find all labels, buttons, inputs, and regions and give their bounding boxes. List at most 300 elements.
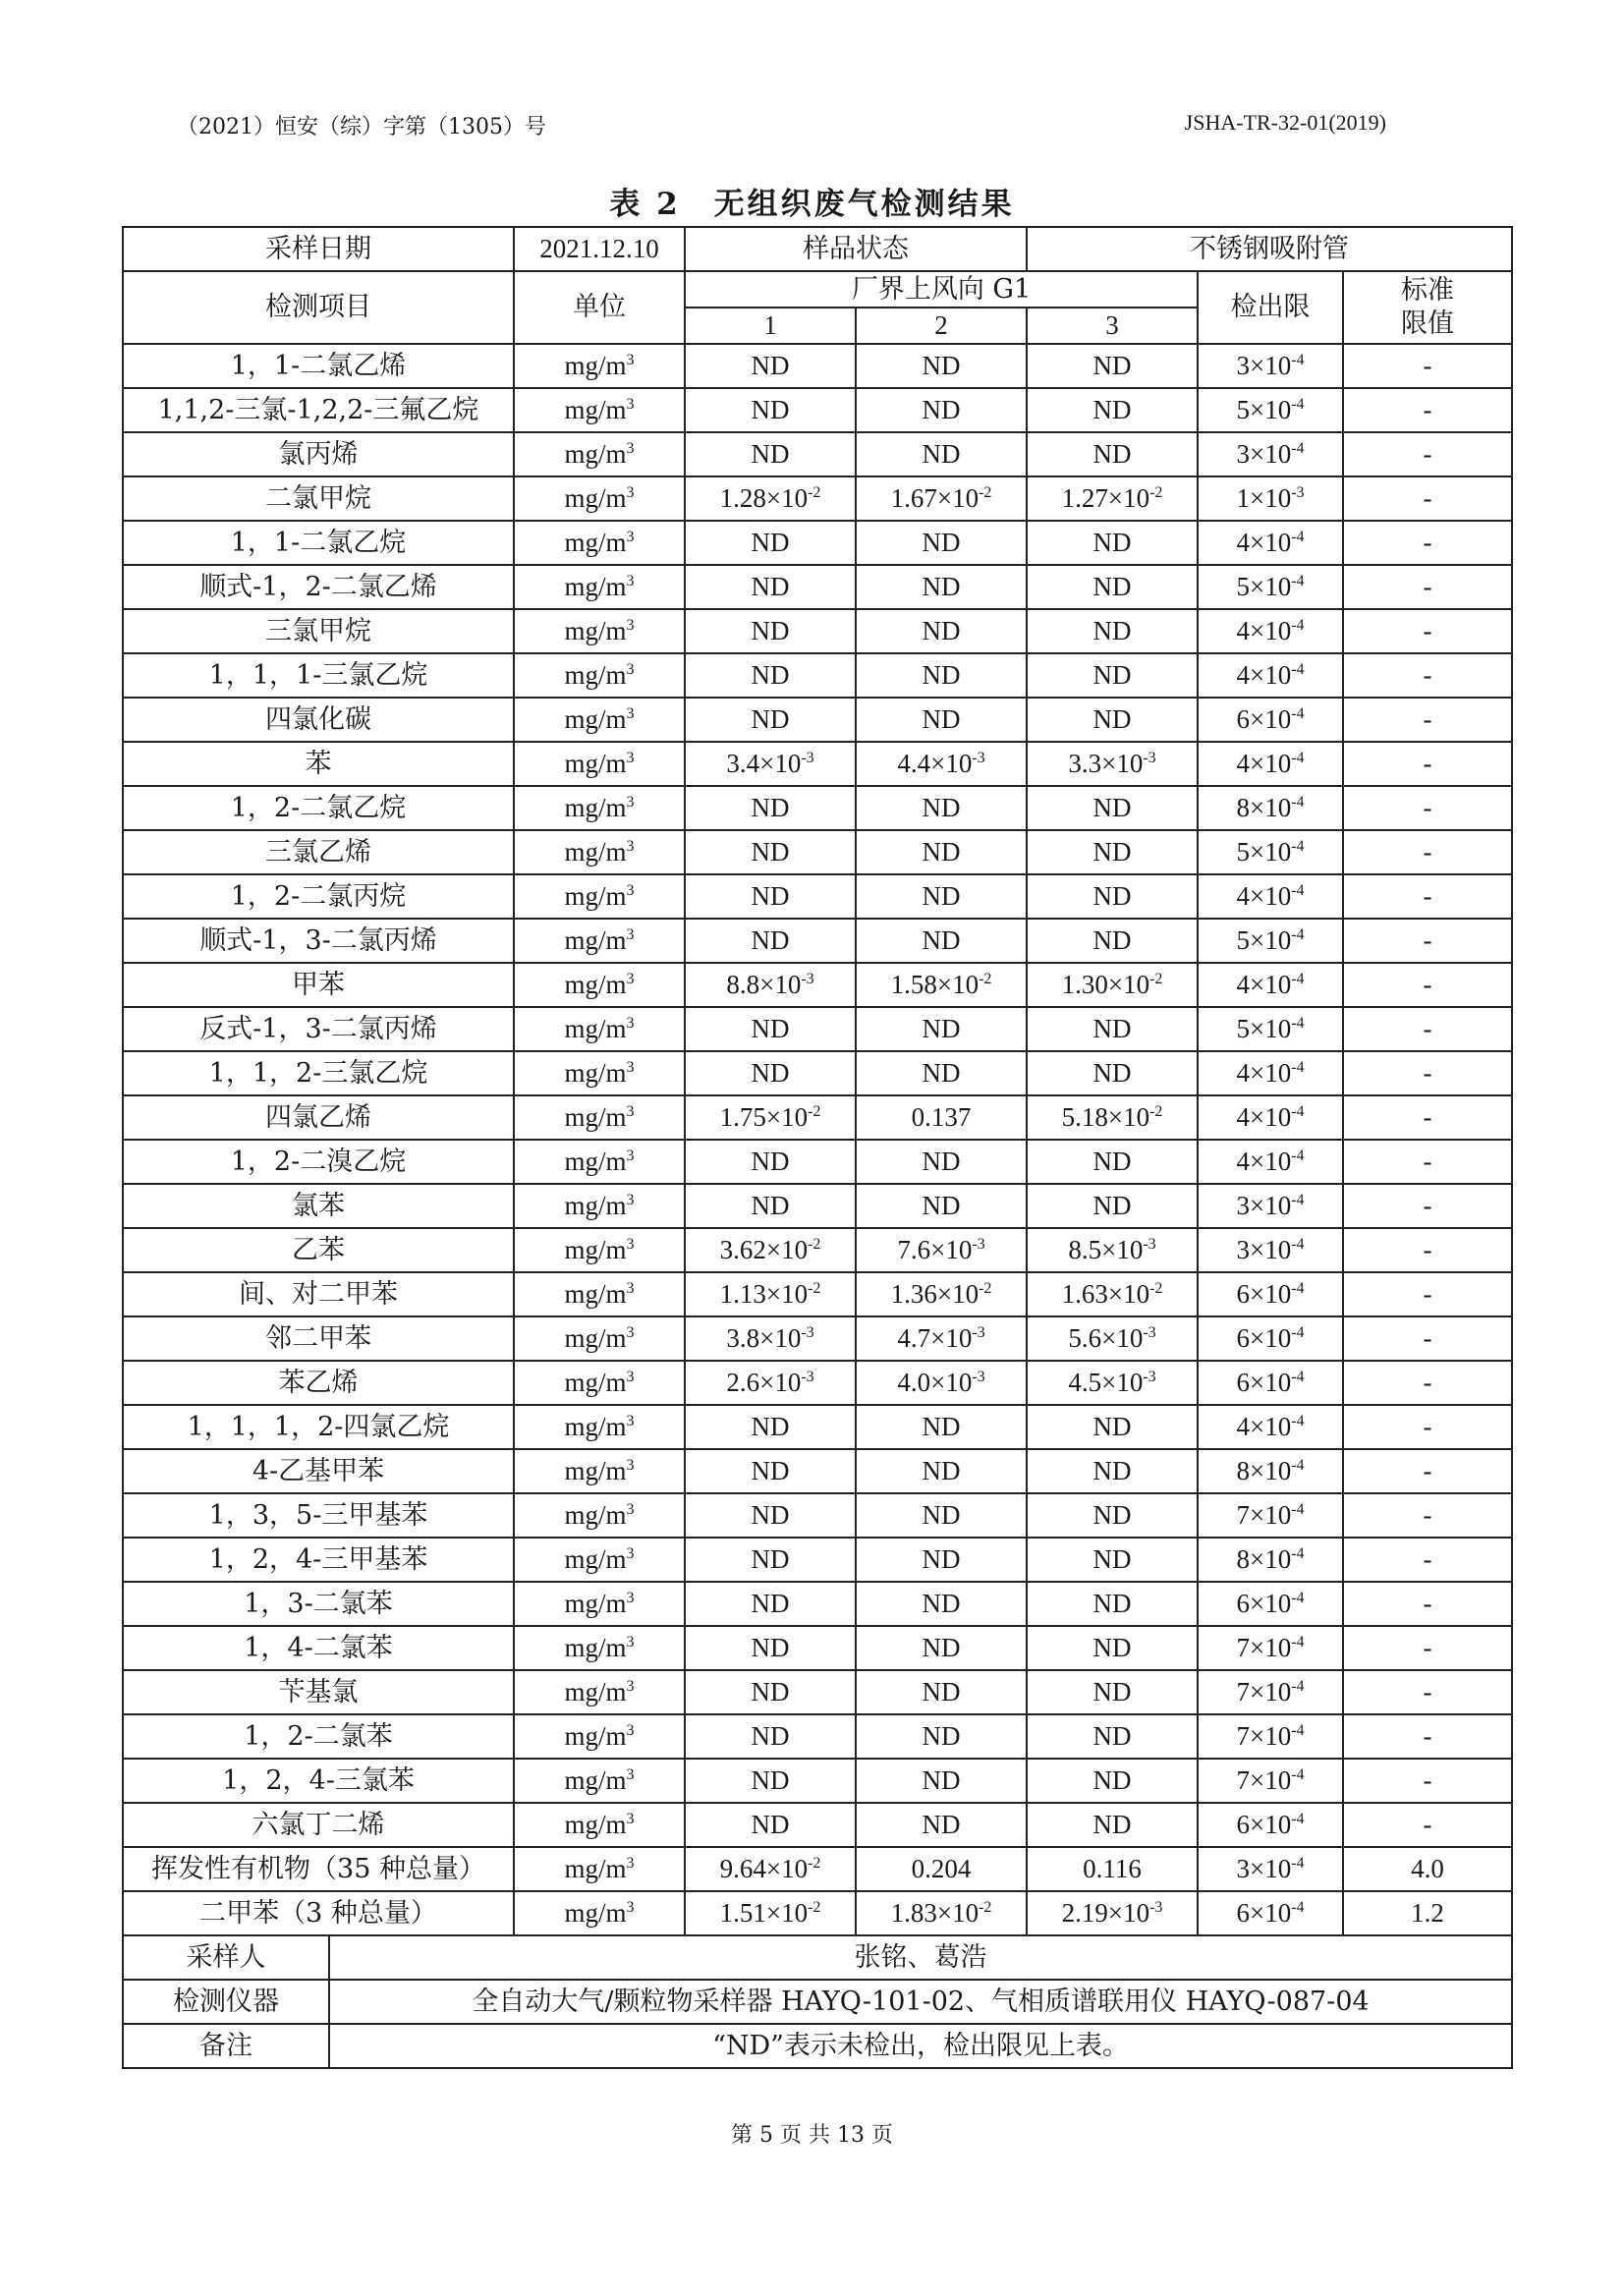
sample-2-value-base: ND bbox=[922, 659, 961, 690]
col-header-sample-1: 1 bbox=[685, 308, 856, 344]
item-name: 1，2-二氯苯 bbox=[123, 1714, 514, 1759]
sample-1-value bbox=[685, 521, 856, 565]
sample-1-value-base: ND bbox=[751, 836, 790, 867]
sample-3-value-exponent: -3 bbox=[1149, 1898, 1163, 1916]
unit bbox=[514, 1184, 685, 1228]
standard-limit: - bbox=[1343, 609, 1512, 653]
detection-limit-base: 6×10 bbox=[1236, 1322, 1292, 1353]
item-name: 1，2-二氯丙烷 bbox=[123, 874, 514, 919]
unit bbox=[514, 1140, 685, 1184]
sample-2-value-base: ND bbox=[922, 1013, 961, 1043]
sample-2-value bbox=[856, 1316, 1027, 1361]
sample-3-value-exponent: -3 bbox=[1143, 1368, 1156, 1385]
sample-1-value bbox=[685, 1626, 856, 1670]
sample-1-value bbox=[685, 698, 856, 742]
note-label: 备注 bbox=[123, 2024, 329, 2068]
sample-3-value-exponent: -2 bbox=[1149, 970, 1163, 987]
sample-2-value-exponent: -2 bbox=[979, 1279, 992, 1297]
table-row bbox=[123, 432, 1512, 476]
detection-limit bbox=[1198, 786, 1343, 830]
standard-limit: - bbox=[1343, 388, 1512, 432]
item-name: 氯苯 bbox=[123, 1184, 514, 1228]
detection-limit-exponent: -4 bbox=[1291, 351, 1305, 368]
sample-2-value-base: ND bbox=[922, 1411, 961, 1441]
sample-3-value bbox=[1027, 1316, 1198, 1361]
instrument-value: 全自动大气/颗粒物采样器 HAYQ-101-02、气相质谱联用仪 HAYQ-087-04 bbox=[329, 1980, 1512, 2024]
standard-limit: - bbox=[1343, 1582, 1512, 1626]
sample-1-value-base: ND bbox=[751, 1543, 790, 1574]
sample-3-value bbox=[1027, 609, 1198, 653]
item-name: 1，1-二氯乙烷 bbox=[123, 521, 514, 565]
sample-2-value bbox=[856, 1891, 1027, 1935]
sample-1-value-exponent: -2 bbox=[808, 1898, 821, 1916]
standard-limit: - bbox=[1343, 1493, 1512, 1538]
unit bbox=[514, 1626, 685, 1670]
sample-2-value-base: 4.7×10 bbox=[897, 1322, 973, 1353]
detection-limit-exponent: -4 bbox=[1291, 837, 1305, 855]
sample-1-value-base: ND bbox=[751, 703, 790, 734]
unit-base: mg/m bbox=[564, 1632, 627, 1662]
col-header-unit: 单位 bbox=[514, 271, 685, 344]
sample-1-value bbox=[685, 1184, 856, 1228]
sample-2-value-base: ND bbox=[922, 1809, 961, 1839]
sample-2-value-base: ND bbox=[922, 1190, 961, 1220]
detection-limit-exponent: -4 bbox=[1291, 528, 1305, 545]
sample-2-value bbox=[856, 698, 1027, 742]
sample-2-value bbox=[856, 1405, 1027, 1449]
sample-1-value bbox=[685, 963, 856, 1007]
item-name: 顺式-1，3-二氯丙烯 bbox=[123, 919, 514, 963]
sample-3-value bbox=[1027, 1051, 1198, 1095]
sample-3-value bbox=[1027, 344, 1198, 388]
sample-2-value bbox=[856, 1095, 1027, 1140]
sample-2-value bbox=[856, 1051, 1027, 1095]
sample-1-value-exponent: -3 bbox=[801, 1323, 814, 1341]
table-row bbox=[123, 698, 1512, 742]
sample-3-value bbox=[1027, 1007, 1198, 1051]
sample-3-value-base: ND bbox=[1092, 1764, 1132, 1795]
sample-3-value bbox=[1027, 874, 1198, 919]
table-row bbox=[123, 1891, 1512, 1935]
unit-base: mg/m bbox=[564, 571, 627, 601]
sample-3-value-base: ND bbox=[1092, 394, 1132, 424]
detection-limit-base: 6×10 bbox=[1236, 1588, 1292, 1618]
unit-base: mg/m bbox=[564, 1057, 627, 1088]
unit-exponent: 3 bbox=[626, 1765, 635, 1783]
detection-limit-base: 6×10 bbox=[1236, 703, 1292, 734]
detection-limit-exponent: -4 bbox=[1291, 881, 1305, 899]
table-row bbox=[123, 1759, 1512, 1803]
detection-limit-exponent: -3 bbox=[1291, 483, 1305, 501]
unit bbox=[514, 388, 685, 432]
sample-2-value-base: 1.58×10 bbox=[890, 969, 980, 999]
unit-base: mg/m bbox=[564, 1764, 627, 1795]
table-row bbox=[123, 1449, 1512, 1493]
detection-limit-exponent: -4 bbox=[1291, 970, 1305, 987]
sample-2-value bbox=[856, 1847, 1027, 1891]
sample-1-value bbox=[685, 476, 856, 521]
detection-limit-exponent: -4 bbox=[1291, 1544, 1305, 1562]
unit-base: mg/m bbox=[564, 1322, 627, 1353]
detection-limit-base: 4×10 bbox=[1236, 1101, 1292, 1132]
unit bbox=[514, 1538, 685, 1582]
sample-1-value-base: ND bbox=[751, 1411, 790, 1441]
sample-1-value-base: ND bbox=[751, 615, 790, 645]
detection-limit-exponent: -4 bbox=[1291, 1810, 1305, 1827]
sample-3-value bbox=[1027, 1538, 1198, 1582]
sample-1-value-base: ND bbox=[751, 1499, 790, 1530]
sample-3-value bbox=[1027, 521, 1198, 565]
detection-limit-base: 4×10 bbox=[1236, 1146, 1292, 1176]
sample-2-value-base: ND bbox=[922, 1588, 961, 1618]
detection-limit bbox=[1198, 963, 1343, 1007]
table-row bbox=[123, 1714, 1512, 1759]
unit bbox=[514, 874, 685, 919]
table-row bbox=[123, 786, 1512, 830]
detection-limit bbox=[1198, 1626, 1343, 1670]
detection-limit-exponent: -4 bbox=[1291, 395, 1305, 413]
unit-exponent: 3 bbox=[626, 1721, 635, 1739]
unit-base: mg/m bbox=[564, 482, 627, 513]
item-name: 四氯乙烯 bbox=[123, 1095, 514, 1140]
sample-2-value-exponent: -3 bbox=[972, 1235, 985, 1253]
detection-limit-base: 7×10 bbox=[1236, 1632, 1292, 1662]
item-name: 四氯化碳 bbox=[123, 698, 514, 742]
detection-limit-exponent: -4 bbox=[1291, 1102, 1305, 1120]
col-header-std bbox=[1343, 271, 1512, 344]
sample-3-value-exponent: -3 bbox=[1143, 1235, 1156, 1253]
table-row bbox=[123, 1582, 1512, 1626]
item-name: 4-乙基甲苯 bbox=[123, 1449, 514, 1493]
standard-limit: - bbox=[1343, 963, 1512, 1007]
unit-base: mg/m bbox=[564, 1809, 627, 1839]
sample-3-value bbox=[1027, 698, 1198, 742]
sample-1-value bbox=[685, 1493, 856, 1538]
sample-1-value bbox=[685, 1316, 856, 1361]
detection-limit-base: 4×10 bbox=[1236, 615, 1292, 645]
sample-1-value-exponent: -2 bbox=[808, 1102, 821, 1120]
unit bbox=[514, 344, 685, 388]
sample-1-value-base: 1.75×10 bbox=[719, 1101, 809, 1132]
sample-3-value-base: ND bbox=[1092, 836, 1132, 867]
sample-3-value-base: ND bbox=[1092, 1588, 1132, 1618]
detection-limit-exponent: -4 bbox=[1291, 439, 1305, 457]
sample-1-value bbox=[685, 1803, 856, 1847]
sample-1-value-exponent: -2 bbox=[808, 1854, 821, 1872]
item-name: 苯乙烯 bbox=[123, 1361, 514, 1405]
sample-2-value-exponent: -3 bbox=[972, 1323, 985, 1341]
unit-base: mg/m bbox=[564, 1897, 627, 1928]
sample-3-value-base: ND bbox=[1092, 1809, 1132, 1839]
sample-3-value-base: ND bbox=[1092, 615, 1132, 645]
standard-limit: - bbox=[1343, 874, 1512, 919]
standard-limit: - bbox=[1343, 1626, 1512, 1670]
unit bbox=[514, 432, 685, 476]
sample-2-value bbox=[856, 1803, 1027, 1847]
standard-limit: - bbox=[1343, 1538, 1512, 1582]
detection-limit-base: 4×10 bbox=[1236, 880, 1292, 911]
item-name: 二甲苯（3 种总量） bbox=[123, 1891, 514, 1935]
sample-2-value-base: ND bbox=[922, 1764, 961, 1795]
table-title: 表 2 无组织废气检测结果 bbox=[609, 187, 1015, 222]
unit bbox=[514, 1272, 685, 1316]
sample-3-value-base: ND bbox=[1092, 1146, 1132, 1176]
unit-base: mg/m bbox=[564, 1234, 627, 1264]
unit bbox=[514, 653, 685, 698]
sample-1-value bbox=[685, 742, 856, 786]
unit bbox=[514, 786, 685, 830]
standard-limit: - bbox=[1343, 344, 1512, 388]
detection-limit bbox=[1198, 1449, 1343, 1493]
sample-2-value-base: ND bbox=[922, 1455, 961, 1485]
detection-limit-exponent: -4 bbox=[1291, 704, 1305, 722]
unit-exponent: 3 bbox=[626, 439, 635, 457]
table-row bbox=[123, 1803, 1512, 1847]
table-row bbox=[123, 1140, 1512, 1184]
unit-base: mg/m bbox=[564, 969, 627, 999]
item-name: 反式-1，3-二氯丙烯 bbox=[123, 1007, 514, 1051]
sample-2-value bbox=[856, 1714, 1027, 1759]
report-number: （2021）恒安（综）字第（1305）号 bbox=[177, 115, 546, 140]
sample-1-value-base: 3.62×10 bbox=[719, 1234, 809, 1264]
sample-1-value-base: ND bbox=[751, 1632, 790, 1662]
sample-3-value-base: 5.18×10 bbox=[1061, 1101, 1150, 1132]
standard-limit: - bbox=[1343, 653, 1512, 698]
sample-3-value-base: ND bbox=[1092, 350, 1132, 380]
sample-2-value-exponent: -2 bbox=[979, 483, 992, 501]
detection-limit-exponent: -4 bbox=[1291, 1898, 1305, 1916]
detection-limit-exponent: -4 bbox=[1291, 1633, 1305, 1651]
standard-limit: - bbox=[1343, 1051, 1512, 1095]
sample-2-value-base: 1.67×10 bbox=[890, 482, 980, 513]
sample-3-value-base: ND bbox=[1092, 880, 1132, 911]
sample-2-value bbox=[856, 1538, 1027, 1582]
detection-limit-base: 3×10 bbox=[1236, 438, 1292, 469]
detection-limit-base: 5×10 bbox=[1236, 836, 1292, 867]
unit-base: mg/m bbox=[564, 1543, 627, 1574]
detection-limit bbox=[1198, 1582, 1343, 1626]
sample-3-value-exponent: -3 bbox=[1143, 749, 1156, 766]
unit bbox=[514, 1493, 685, 1538]
results-table bbox=[122, 226, 1513, 2069]
sample-3-value-exponent: -2 bbox=[1149, 483, 1163, 501]
detection-limit-base: 7×10 bbox=[1236, 1764, 1292, 1795]
item-name: 六氯丁二烯 bbox=[123, 1803, 514, 1847]
sample-2-value bbox=[856, 1670, 1027, 1714]
unit-exponent: 3 bbox=[626, 395, 635, 413]
item-name: 二氯甲烷 bbox=[123, 476, 514, 521]
unit-exponent: 3 bbox=[626, 1544, 635, 1562]
sample-3-value bbox=[1027, 1626, 1198, 1670]
unit bbox=[514, 1803, 685, 1847]
sample-1-value bbox=[685, 1272, 856, 1316]
sample-2-value bbox=[856, 344, 1027, 388]
unit-exponent: 3 bbox=[626, 1810, 635, 1827]
sample-3-value bbox=[1027, 1361, 1198, 1405]
table-row bbox=[123, 1405, 1512, 1449]
sample-1-value-base: ND bbox=[751, 1013, 790, 1043]
sample-1-value bbox=[685, 432, 856, 476]
sample-1-value-base: ND bbox=[751, 1588, 790, 1618]
sample-1-value-exponent: -3 bbox=[801, 1368, 814, 1385]
sample-1-value-base: ND bbox=[751, 1764, 790, 1795]
detection-limit-exponent: -4 bbox=[1291, 1323, 1305, 1341]
sample-2-value-base: ND bbox=[922, 1543, 961, 1574]
unit bbox=[514, 919, 685, 963]
unit bbox=[514, 1891, 685, 1935]
sample-1-value bbox=[685, 1759, 856, 1803]
detection-limit-base: 6×10 bbox=[1236, 1809, 1292, 1839]
detection-limit bbox=[1198, 388, 1343, 432]
sample-3-value-base: 8.5×10 bbox=[1068, 1234, 1144, 1264]
table-row bbox=[123, 1493, 1512, 1538]
sample-2-value bbox=[856, 786, 1027, 830]
sample-1-value bbox=[685, 1095, 856, 1140]
col-header-item: 检测项目 bbox=[123, 271, 514, 344]
sample-1-value-base: ND bbox=[751, 1720, 790, 1751]
unit-base: mg/m bbox=[564, 836, 627, 867]
sample-3-value bbox=[1027, 1891, 1198, 1935]
item-name: 顺式-1，2-二氯乙烯 bbox=[123, 565, 514, 609]
sample-3-value-base: ND bbox=[1092, 1632, 1132, 1662]
sample-2-value bbox=[856, 919, 1027, 963]
detection-limit-exponent: -4 bbox=[1291, 1412, 1305, 1429]
col-header-sample-3: 3 bbox=[1027, 308, 1198, 344]
sample-2-value-base: ND bbox=[922, 836, 961, 867]
sample-3-value bbox=[1027, 919, 1198, 963]
page-number: 第 5 页 共 13 页 bbox=[731, 2123, 893, 2148]
sample-2-value bbox=[856, 874, 1027, 919]
sample-3-value-base: ND bbox=[1092, 792, 1132, 822]
unit-base: mg/m bbox=[564, 792, 627, 822]
sample-3-value-base: ND bbox=[1092, 438, 1132, 469]
detection-limit-base: 5×10 bbox=[1236, 394, 1292, 424]
detection-limit bbox=[1198, 653, 1343, 698]
sample-3-value-base: ND bbox=[1092, 924, 1132, 955]
sample-3-value-base: 3.3×10 bbox=[1068, 748, 1144, 778]
table-row bbox=[123, 963, 1512, 1007]
item-name: 1，2-二溴乙烷 bbox=[123, 1140, 514, 1184]
unit bbox=[514, 1449, 685, 1493]
sample-1-value bbox=[685, 1714, 856, 1759]
table-row bbox=[123, 919, 1512, 963]
unit-base: mg/m bbox=[564, 527, 627, 557]
detection-limit-exponent: -4 bbox=[1291, 1721, 1305, 1739]
unit-exponent: 3 bbox=[626, 1500, 635, 1518]
standard-limit: 1.2 bbox=[1343, 1891, 1512, 1935]
item-name: 乙苯 bbox=[123, 1228, 514, 1272]
sample-2-value-base: ND bbox=[922, 1676, 961, 1707]
table-row bbox=[123, 476, 1512, 521]
sample-1-value-base: 1.13×10 bbox=[719, 1278, 809, 1309]
sample-3-value bbox=[1027, 1847, 1198, 1891]
unit bbox=[514, 1051, 685, 1095]
table-row bbox=[123, 609, 1512, 653]
unit bbox=[514, 1759, 685, 1803]
unit bbox=[514, 1714, 685, 1759]
standard-limit: 4.0 bbox=[1343, 1847, 1512, 1891]
item-name: 1，2，4-三甲基苯 bbox=[123, 1538, 514, 1582]
sample-3-value-base: ND bbox=[1092, 1190, 1132, 1220]
sample-3-value-base: ND bbox=[1092, 1057, 1132, 1088]
item-name: 甲苯 bbox=[123, 963, 514, 1007]
sample-2-value-exponent: -3 bbox=[972, 749, 985, 766]
sample-2-value-base: 7.6×10 bbox=[897, 1234, 973, 1264]
standard-limit: - bbox=[1343, 786, 1512, 830]
sample-2-value-base: ND bbox=[922, 792, 961, 822]
unit-exponent: 3 bbox=[626, 1677, 635, 1695]
document-code: JSHA-TR-32-01(2019) bbox=[1184, 110, 1386, 135]
unit-base: mg/m bbox=[564, 1455, 627, 1485]
unit-exponent: 3 bbox=[626, 925, 635, 943]
detection-limit-base: 5×10 bbox=[1236, 924, 1292, 955]
unit-base: mg/m bbox=[564, 1146, 627, 1176]
sample-1-value-exponent: -3 bbox=[801, 749, 814, 766]
sample-1-value-base: ND bbox=[751, 792, 790, 822]
sample-1-value-base: ND bbox=[751, 1190, 790, 1220]
detection-limit-exponent: -4 bbox=[1291, 925, 1305, 943]
detection-limit-base: 7×10 bbox=[1236, 1499, 1292, 1530]
sample-state-label: 样品状态 bbox=[685, 227, 1027, 271]
detection-limit-exponent: -4 bbox=[1291, 1279, 1305, 1297]
unit-exponent: 3 bbox=[626, 1014, 635, 1032]
standard-limit: - bbox=[1343, 1272, 1512, 1316]
detection-limit bbox=[1198, 609, 1343, 653]
sample-2-value bbox=[856, 1626, 1027, 1670]
sample-2-value-exponent: -2 bbox=[979, 1898, 992, 1916]
unit bbox=[514, 742, 685, 786]
sample-3-value-base: ND bbox=[1092, 1013, 1132, 1043]
detection-limit-exponent: -4 bbox=[1291, 1854, 1305, 1872]
unit-exponent: 3 bbox=[626, 1898, 635, 1916]
sample-3-value bbox=[1027, 1095, 1198, 1140]
sample-2-value-base: 0.204 bbox=[911, 1853, 972, 1883]
unit bbox=[514, 1847, 685, 1891]
table-row bbox=[123, 1538, 1512, 1582]
detection-limit-base: 4×10 bbox=[1236, 527, 1292, 557]
sample-2-value-base: ND bbox=[922, 1720, 961, 1751]
detection-limit bbox=[1198, 1361, 1343, 1405]
table-row bbox=[123, 521, 1512, 565]
unit bbox=[514, 1007, 685, 1051]
unit-base: mg/m bbox=[564, 1367, 627, 1397]
unit-exponent: 3 bbox=[626, 1279, 635, 1297]
unit-base: mg/m bbox=[564, 1411, 627, 1441]
detection-limit-base: 1×10 bbox=[1236, 482, 1292, 513]
detection-limit-base: 4×10 bbox=[1236, 1057, 1292, 1088]
unit-base: mg/m bbox=[564, 1101, 627, 1132]
table-row bbox=[123, 1670, 1512, 1714]
unit-exponent: 3 bbox=[626, 660, 635, 678]
sample-3-value-base: 0.116 bbox=[1083, 1853, 1142, 1883]
sample-2-value-base: ND bbox=[922, 1499, 961, 1530]
table-row bbox=[123, 742, 1512, 786]
sample-1-value-base: ND bbox=[751, 1057, 790, 1088]
sample-state: 不锈钢吸附管 bbox=[1027, 227, 1512, 271]
detection-limit-exponent: -4 bbox=[1291, 1677, 1305, 1695]
sample-1-value bbox=[685, 653, 856, 698]
unit-exponent: 3 bbox=[626, 572, 635, 589]
sample-1-value-exponent: -2 bbox=[808, 1279, 821, 1297]
detection-limit bbox=[1198, 1007, 1343, 1051]
sample-2-value-base: ND bbox=[922, 1632, 961, 1662]
sample-3-value-base: 2.19×10 bbox=[1061, 1897, 1150, 1928]
sample-1-value bbox=[685, 344, 856, 388]
detection-limit bbox=[1198, 1228, 1343, 1272]
sample-2-value bbox=[856, 1140, 1027, 1184]
sample-2-value bbox=[856, 609, 1027, 653]
sample-1-value bbox=[685, 1891, 856, 1935]
